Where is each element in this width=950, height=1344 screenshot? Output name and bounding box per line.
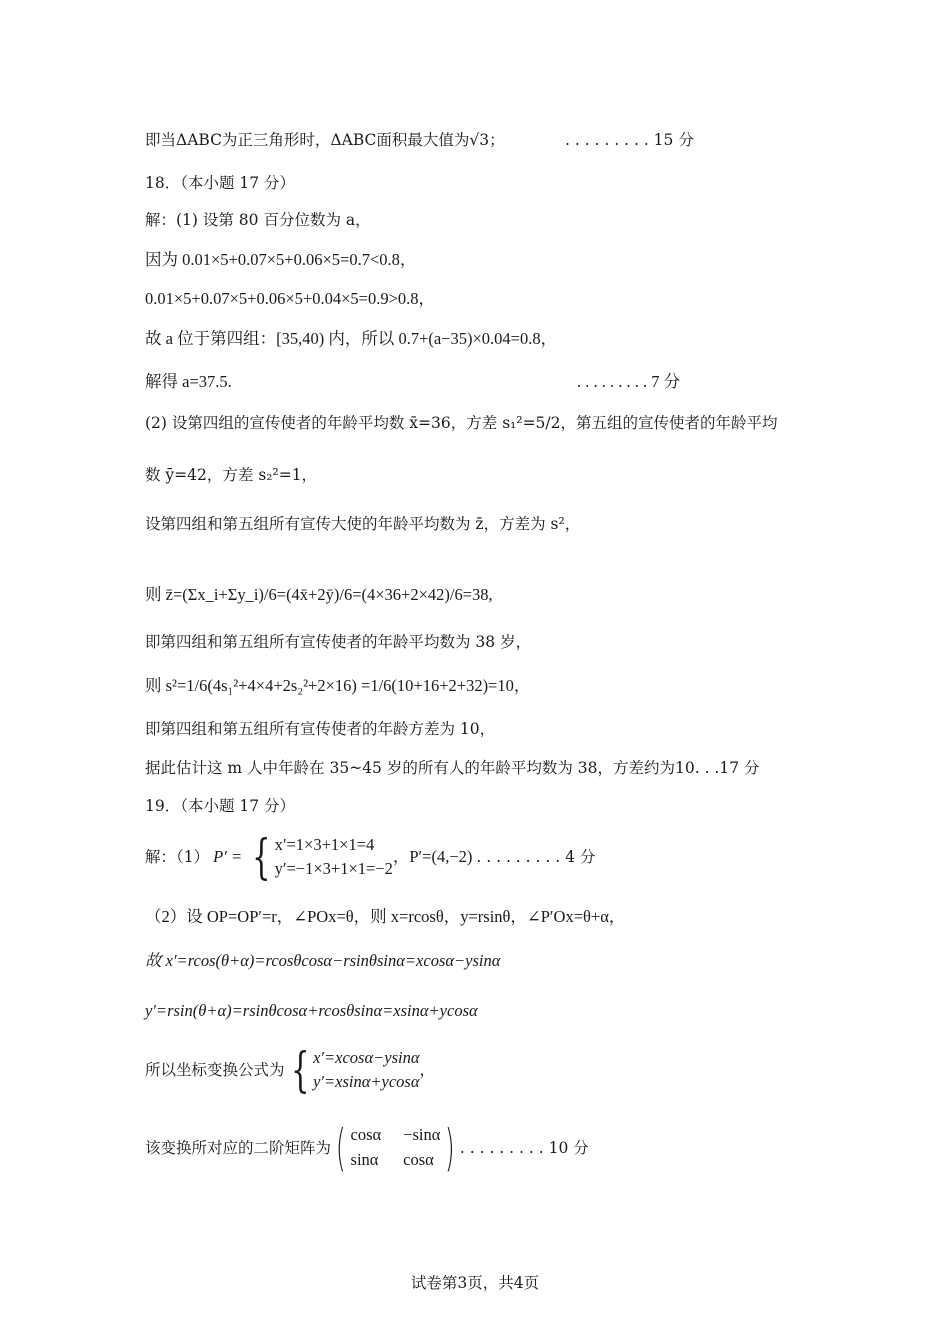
q18-line-2: 因为 0.01×5+0.07×5+0.06×5=0.7<0.8， bbox=[145, 250, 417, 269]
q18-line-6: (2) 设第四组的宣传使者的年龄平均数 x̄=36，方差 s₁²=5/2，第五组的宣传使者的年龄平均 bbox=[145, 414, 778, 432]
line-triangle-max-area bbox=[145, 131, 694, 150]
right-paren-icon: ) bbox=[445, 1119, 456, 1177]
q19-line-2: （2）设 OP=OP′=r，∠POx=θ，则 x=rcosθ，y=rsinθ，∠P′Ox=θ+α， bbox=[145, 907, 626, 926]
matrix-cell: cosα bbox=[350, 1125, 382, 1145]
matrix-cell: sinα bbox=[350, 1150, 379, 1169]
result-text: ，P′=(4,−2) bbox=[392, 847, 473, 867]
q18-header: 18．（本小题 17 分） bbox=[145, 174, 296, 192]
system-row: x′=xcosα−ysinα bbox=[313, 1048, 420, 1068]
q18-line-8: 设第四组和第五组所有宣传大使的年龄平均数为 z̄，方差为 s²， bbox=[145, 515, 581, 533]
score-label: . . . . . . . . . 7 分 bbox=[577, 372, 681, 391]
q18-line-13: 据此估计这 m 人中年龄在 35~45 岁的所有人的年龄平均数为 38，方差约为10. . .17 分 bbox=[145, 759, 760, 777]
system-row: y′=−1×3+1×1=−2 bbox=[274, 859, 393, 878]
brace-icon: { bbox=[290, 1042, 309, 1098]
line-text: 该变换所对应的二阶矩阵为 bbox=[145, 1138, 332, 1157]
rotation-matrix bbox=[331, 1119, 460, 1177]
line-text: 解得 a=37.5. bbox=[145, 372, 232, 391]
score-label: . . . . . . . . . 10 分 bbox=[459, 1138, 589, 1157]
q18-line-9: 则 z̄=(Σx_i+Σy_i)/6=(4x̄+2ȳ)/6=(4×36+2×42)/6=38, bbox=[145, 585, 493, 604]
q18-line-4: 故 a 位于第四组：[35,40) 内，所以 0.7+(a−35)×0.04=0.8， bbox=[145, 329, 558, 348]
equation-system bbox=[285, 1042, 420, 1098]
brace-icon: { bbox=[252, 829, 271, 885]
matrix-cell: cosα bbox=[403, 1150, 434, 1169]
p-prime-symbol: P′ = bbox=[213, 847, 243, 867]
q18-line-7: 数 ȳ=42，方差 s₂²=1， bbox=[145, 466, 318, 484]
q19-line-1 bbox=[145, 829, 596, 885]
score-label: . . . . . . . . . 4 分 bbox=[476, 847, 596, 866]
q19-line-5 bbox=[145, 1042, 435, 1098]
q18-line-1: 解：(1) 设第 80 百分位数为 a， bbox=[145, 211, 371, 229]
q18-line-10: 即第四组和第五组所有宣传使者的年龄平均数为 38 岁， bbox=[145, 633, 532, 651]
q18-line-12: 即第四组和第五组所有宣传使者的年龄方差为 10， bbox=[145, 720, 496, 738]
system-row: x′=1×3+1×1=4 bbox=[274, 835, 375, 855]
q18-line-5 bbox=[145, 372, 681, 392]
equation-system bbox=[246, 829, 393, 885]
q19-line-3: 故 x′=rcos(θ+α)=rcosθcosα−rsinθsinα=xcosα−ysinα bbox=[145, 951, 501, 970]
page-footer: 试卷第3页，共4页 bbox=[410, 1274, 540, 1292]
q19-line-6 bbox=[145, 1119, 589, 1177]
q18-line-3: 0.01×5+0.07×5+0.06×5+0.04×5=0.9>0.8， bbox=[145, 289, 435, 308]
line-text: 解：（1） bbox=[145, 847, 210, 866]
score-label: . . . . . . . . . 15 分 bbox=[565, 131, 694, 149]
line-text: 所以坐标变换公式为 bbox=[145, 1060, 285, 1079]
q19-line-4: y′=rsin(θ+α)=rsinθcosα+rcosθsinα=xsinα+ycosα bbox=[145, 1001, 478, 1020]
punctuation: ， bbox=[419, 1060, 435, 1079]
line-text: 即当ΔABC为正三角形时，ΔABC面积最大值为√3； bbox=[145, 131, 505, 149]
q18-line-11: 则 s²=1/6(4s₁²+4×4+2s₂²+2×16) =1/6(10+16+2+32)=10， bbox=[145, 676, 531, 695]
matrix-cell: −sinα bbox=[403, 1125, 441, 1145]
left-paren-icon: ( bbox=[335, 1119, 346, 1177]
system-row: y′=xsinα+ycosα bbox=[313, 1072, 420, 1091]
q19-header: 19．（本小题 17 分） bbox=[145, 797, 296, 815]
